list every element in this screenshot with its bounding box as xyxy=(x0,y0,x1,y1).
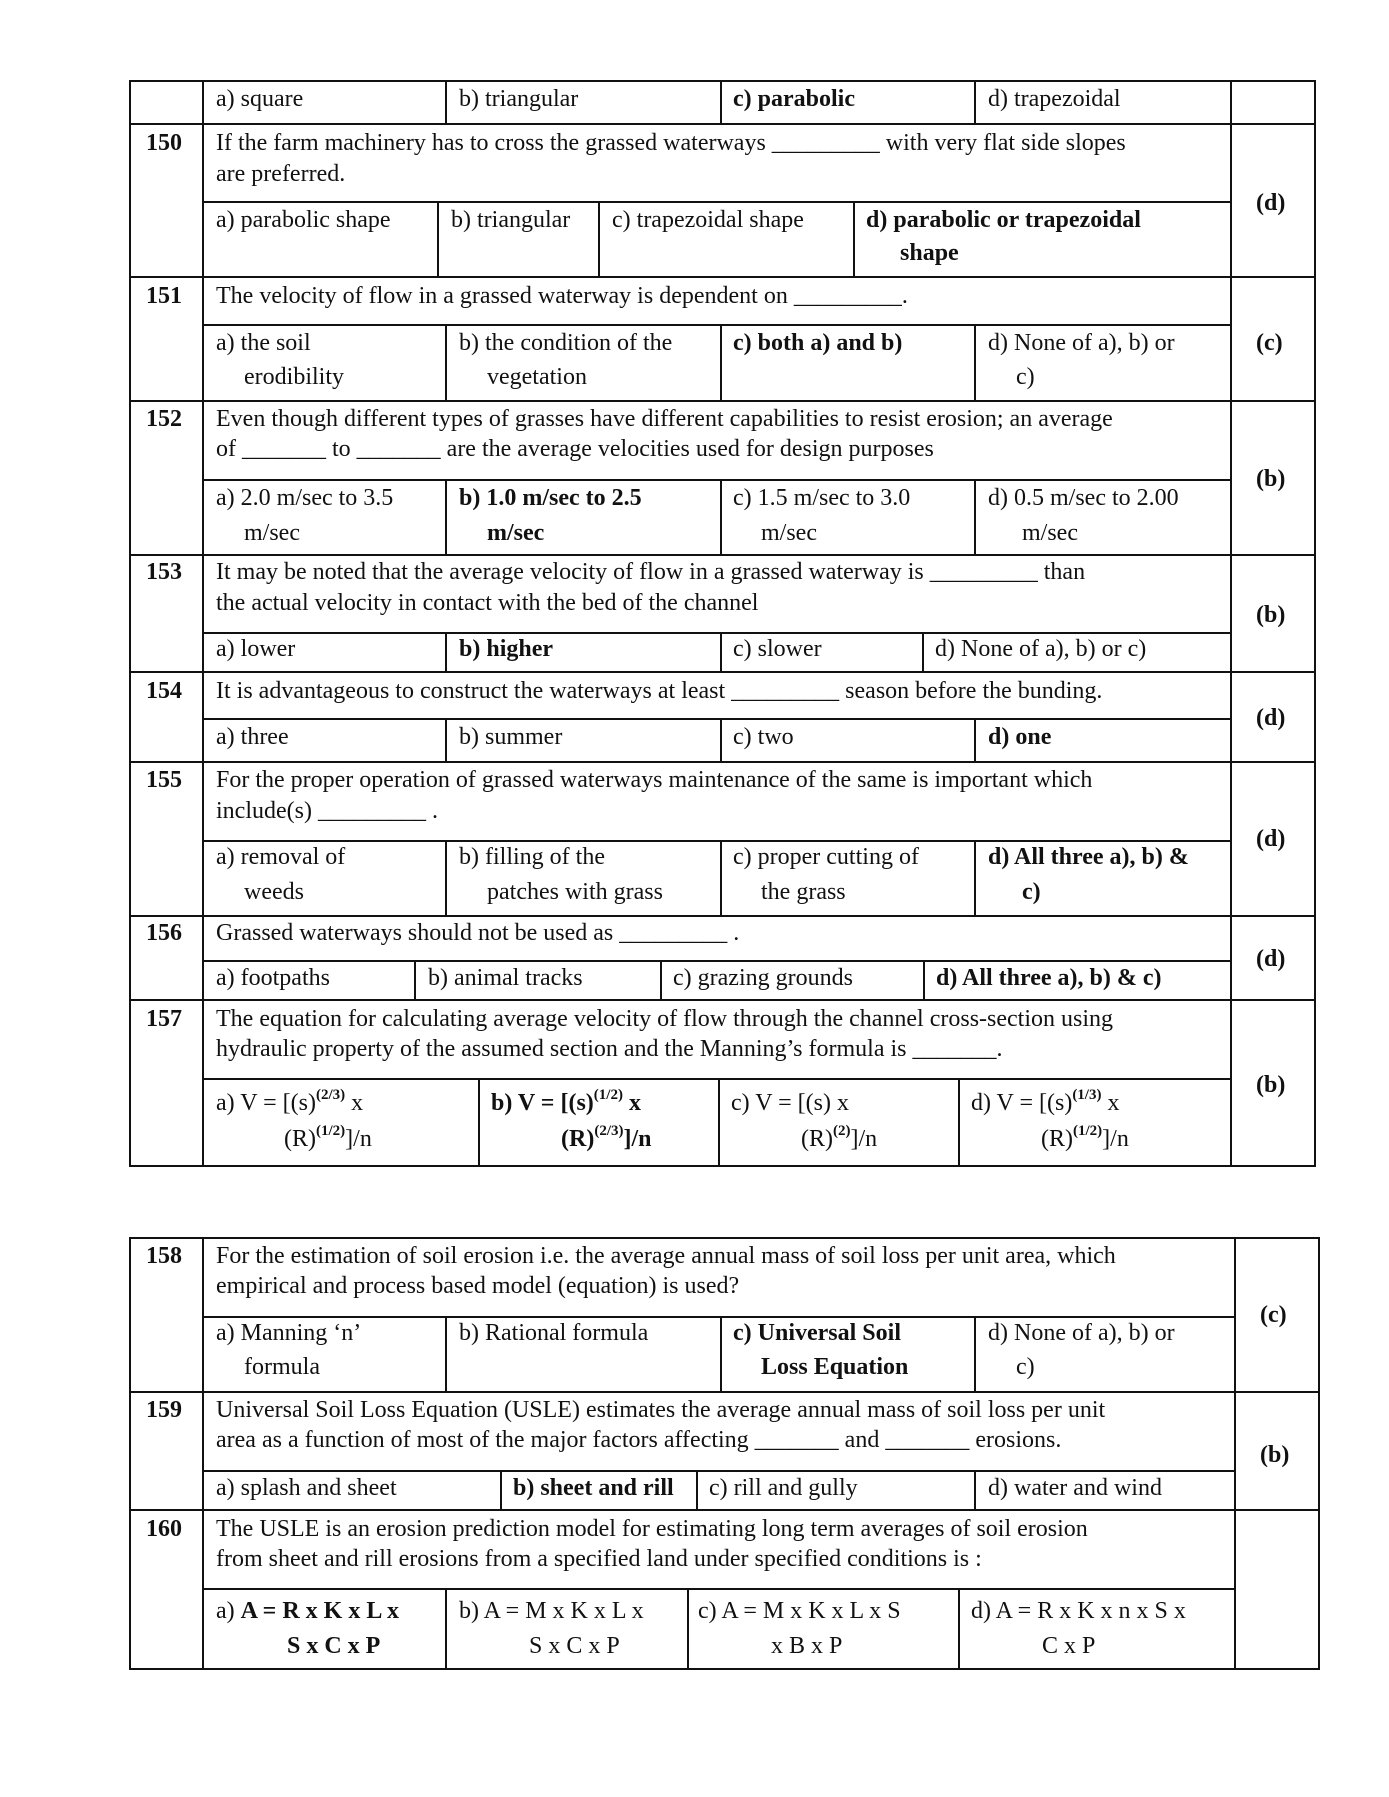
option-a-formula: A = R x K x L x xyxy=(240,1598,400,1624)
option-c xyxy=(801,1124,877,1154)
option-c: x B x P xyxy=(771,1633,843,1659)
option-c xyxy=(731,1088,849,1118)
option-divider xyxy=(720,1316,722,1392)
row-divider xyxy=(129,400,1316,402)
option-b: b) summer xyxy=(459,724,563,750)
question-number: 151 xyxy=(146,283,182,309)
number-column-divider xyxy=(202,80,204,1167)
option-d xyxy=(971,1088,1119,1118)
question-text: It is advantageous to construct the waterways at least _________ season before the bunding. xyxy=(216,678,1103,704)
answer-key: (d) xyxy=(1256,705,1286,731)
question-text: from sheet and rill erosions from a specified land under specified conditions is : xyxy=(216,1546,982,1572)
option-d-correct: d) parabolic or trapezoidal xyxy=(866,207,1141,233)
number-column-divider xyxy=(202,1237,204,1670)
question-number: 160 xyxy=(146,1516,182,1542)
row-divider xyxy=(129,999,1316,1001)
option-d-formula: x xyxy=(1101,1090,1120,1116)
option-d-correct: d) one xyxy=(988,724,1052,750)
option-c-correct: Loss Equation xyxy=(761,1354,909,1380)
option-d: d) None of a), b) or xyxy=(988,1320,1175,1346)
option-divider xyxy=(974,840,976,916)
option-a: m/sec xyxy=(244,520,300,546)
option-divider xyxy=(974,324,976,401)
option-divider xyxy=(445,840,447,916)
question-text: are preferred. xyxy=(216,161,346,187)
row-divider xyxy=(202,324,1231,326)
row-divider xyxy=(202,1078,1231,1080)
option-divider xyxy=(974,80,976,124)
option-b-formula: (R) xyxy=(561,1126,595,1152)
option-divider xyxy=(974,479,976,555)
option-divider xyxy=(687,1588,689,1670)
exponent: (2/3) xyxy=(315,1087,346,1103)
option-a: a) splash and sheet xyxy=(216,1475,397,1501)
option-divider xyxy=(974,1316,976,1392)
option-divider xyxy=(445,632,447,672)
option-d-correct: d) All three a), b) & xyxy=(988,844,1189,870)
option-c: c) grazing grounds xyxy=(673,965,853,991)
row-divider xyxy=(129,1509,1320,1511)
row-divider xyxy=(202,479,1231,481)
option-c-formula: c) V = [(s) x xyxy=(731,1090,849,1116)
option-d: d) 0.5 m/sec to 2.00 xyxy=(988,485,1179,511)
option-d: d) None of a), b) or c) xyxy=(935,636,1147,662)
option-divider xyxy=(974,1470,976,1510)
option-c: m/sec xyxy=(761,520,817,546)
option-d-correct: d) All three a), b) & c) xyxy=(936,965,1162,991)
option-divider xyxy=(414,960,416,1000)
option-divider xyxy=(696,1470,698,1510)
answer-column-divider xyxy=(1234,1237,1236,1670)
question-number: 153 xyxy=(146,559,182,585)
answer-key: (b) xyxy=(1256,466,1286,492)
option-divider xyxy=(660,960,662,1000)
option-a: erodibility xyxy=(244,364,344,390)
row-divider xyxy=(129,915,1316,917)
option-d: d) None of a), b) or xyxy=(988,330,1175,356)
answer-key: (b) xyxy=(1256,1072,1286,1098)
option-b: patches with grass xyxy=(487,879,663,905)
option-a: a) three xyxy=(216,724,289,750)
question-text: It may be noted that the average velocity of flow in a grassed waterway is _________ than xyxy=(216,559,1086,585)
option-d-correct: c) xyxy=(1022,879,1041,905)
option-a-correct: S x C x P xyxy=(287,1633,381,1659)
row-divider xyxy=(202,718,1231,720)
option-a-formula: x xyxy=(345,1090,364,1116)
option-b: b) A = M x K x L x xyxy=(459,1598,644,1624)
option-b-formula: b) V = [(s) xyxy=(491,1090,594,1116)
option-divider xyxy=(720,479,722,555)
row-divider xyxy=(202,960,1231,962)
option-divider xyxy=(445,718,447,762)
option-divider xyxy=(853,201,855,277)
question-text: The USLE is an erosion prediction model for estimating long term averages of soil erosion xyxy=(216,1516,1088,1542)
option-divider xyxy=(445,324,447,401)
answer-key: (d) xyxy=(1256,190,1286,216)
option-a: a) the soil xyxy=(216,330,311,356)
option-divider xyxy=(922,632,924,672)
question-number: 152 xyxy=(146,406,182,432)
answer-key: (c) xyxy=(1256,330,1283,356)
question-text: empirical and process based model (equation) is used? xyxy=(216,1273,740,1299)
option-b: vegetation xyxy=(487,364,587,390)
option-b-correct xyxy=(561,1124,652,1154)
question-text: include(s) _________ . xyxy=(216,798,438,824)
option-a-prefix: a) xyxy=(216,1598,241,1624)
option-divider xyxy=(478,1078,480,1167)
row-divider xyxy=(202,1588,1235,1590)
option-divider xyxy=(974,718,976,762)
option-divider xyxy=(445,80,447,124)
option-d: d) trapezoidal xyxy=(988,86,1121,112)
option-divider xyxy=(437,201,439,277)
option-d: m/sec xyxy=(1022,520,1078,546)
option-b: b) triangular xyxy=(451,207,571,233)
option-divider xyxy=(445,479,447,555)
row-divider xyxy=(129,1391,1320,1393)
question-number: 157 xyxy=(146,1006,182,1032)
question-number: 155 xyxy=(146,767,182,793)
option-a: a) square xyxy=(216,86,304,112)
option-d-formula: d) V = [(s) xyxy=(971,1090,1073,1116)
option-b-formula: x xyxy=(622,1090,641,1116)
exponent: (1/2) xyxy=(316,1123,346,1139)
option-c-correct: c) Universal Soil xyxy=(733,1320,901,1346)
option-divider xyxy=(720,632,722,672)
question-text: of _______ to _______ are the average velocities used for design purposes xyxy=(216,436,934,462)
option-a: a) footpaths xyxy=(216,965,330,991)
option-c-correct: c) both a) and b) xyxy=(733,330,903,356)
answer-key: (d) xyxy=(1256,826,1286,852)
question-number: 159 xyxy=(146,1397,182,1423)
row-divider xyxy=(202,1470,1235,1472)
answer-key: (c) xyxy=(1260,1302,1287,1328)
option-divider xyxy=(720,840,722,916)
option-divider xyxy=(720,80,722,124)
option-divider xyxy=(598,201,600,277)
row-divider xyxy=(202,201,1231,203)
option-d-formula: ]/n xyxy=(1102,1126,1129,1152)
option-divider xyxy=(445,1588,447,1670)
option-a: a) removal of xyxy=(216,844,346,870)
option-a-formula: a) V = [(s) xyxy=(216,1090,316,1116)
option-divider xyxy=(500,1470,502,1510)
option-b-correct: m/sec xyxy=(487,520,545,546)
question-text: For the estimation of soil erosion i.e. the average annual mass of soil loss per unit area, which xyxy=(216,1243,1116,1269)
option-d: c) xyxy=(1016,364,1035,390)
row-divider xyxy=(129,123,1316,125)
option-c: c) slower xyxy=(733,636,822,662)
option-a xyxy=(284,1124,372,1154)
option-b-correct: b) sheet and rill xyxy=(513,1475,674,1501)
exponent: (1/2) xyxy=(1073,1123,1103,1139)
option-d-formula: (R) xyxy=(1041,1126,1073,1152)
option-d: c) xyxy=(1016,1354,1035,1380)
row-divider xyxy=(129,554,1316,556)
option-b-correct: b) 1.0 m/sec to 2.5 xyxy=(459,485,642,511)
question-number: 154 xyxy=(146,678,182,704)
question-text: Even though different types of grasses have different capabilities to resist erosion; an average xyxy=(216,406,1113,432)
option-b-formula: ]/n xyxy=(623,1126,652,1152)
question-text: Universal Soil Loss Equation (USLE) estimates the average annual mass of soil loss per unit xyxy=(216,1397,1106,1423)
option-a: a) 2.0 m/sec to 3.5 xyxy=(216,485,394,511)
option-c: c) two xyxy=(733,724,794,750)
option-b: b) Rational formula xyxy=(459,1320,649,1346)
option-c: c) trapezoidal shape xyxy=(612,207,804,233)
row-divider xyxy=(129,276,1316,278)
row-divider xyxy=(129,761,1316,763)
question-text: If the farm machinery has to cross the grassed waterways _________ with very flat side slopes xyxy=(216,130,1126,156)
option-b: S x C x P xyxy=(529,1633,620,1659)
option-a xyxy=(216,1088,363,1118)
question-text: Grassed waterways should not be used as _________ . xyxy=(216,920,740,946)
question-number: 158 xyxy=(146,1243,182,1269)
option-b-correct xyxy=(491,1088,641,1118)
option-d: C x P xyxy=(1042,1633,1096,1659)
option-divider xyxy=(718,1078,720,1167)
option-d: d) water and wind xyxy=(988,1475,1162,1501)
question-number: 156 xyxy=(146,920,182,946)
question-text: The equation for calculating average velocity of flow through the channel cross-section using xyxy=(216,1006,1114,1032)
option-c-formula: ]/n xyxy=(850,1126,878,1152)
option-a: a) lower xyxy=(216,636,296,662)
question-text: For the proper operation of grassed waterways maintenance of the same is important which xyxy=(216,767,1093,793)
option-divider xyxy=(958,1078,960,1167)
option-divider xyxy=(445,1316,447,1392)
question-text: hydraulic property of the assumed section and the Manning’s formula is _______. xyxy=(216,1036,1003,1062)
option-divider xyxy=(720,324,722,401)
exponent: (2/3) xyxy=(594,1123,624,1139)
question-number: 150 xyxy=(146,130,182,156)
row-divider xyxy=(129,671,1316,673)
question-text: the actual velocity in contact with the bed of the channel xyxy=(216,590,759,616)
option-c: c) 1.5 m/sec to 3.0 xyxy=(733,485,911,511)
option-a: a) Manning ‘n’ xyxy=(216,1320,362,1346)
option-d-correct: shape xyxy=(900,240,959,266)
answer-key: (b) xyxy=(1256,602,1286,628)
answer-key: (d) xyxy=(1256,946,1286,972)
exponent: (2) xyxy=(833,1123,851,1139)
option-a-correct xyxy=(216,1596,399,1626)
option-b: b) filling of the xyxy=(459,844,605,870)
exponent: (1/3) xyxy=(1072,1087,1102,1103)
option-c: c) rill and gully xyxy=(709,1475,858,1501)
option-a: formula xyxy=(244,1354,320,1380)
option-a: weeds xyxy=(244,879,304,905)
option-b: b) the condition of the xyxy=(459,330,673,356)
option-d xyxy=(1041,1124,1129,1154)
option-b: b) animal tracks xyxy=(428,965,583,991)
exponent: (1/2) xyxy=(593,1087,623,1103)
option-c-formula: (R) xyxy=(801,1126,833,1152)
option-b-correct: b) higher xyxy=(459,636,554,662)
option-a: a) parabolic shape xyxy=(216,207,391,233)
option-divider xyxy=(958,1588,960,1670)
option-c: the grass xyxy=(761,879,846,905)
option-c-correct: c) parabolic xyxy=(733,86,855,112)
option-c: c) A = M x K x L x S xyxy=(698,1598,901,1624)
option-c: c) proper cutting of xyxy=(733,844,919,870)
question-text: area as a function of most of the major factors affecting _______ and _______ erosions. xyxy=(216,1427,1062,1453)
question-text: The velocity of flow in a grassed waterway is dependent on _________. xyxy=(216,283,908,309)
option-a-formula: ]/n xyxy=(345,1126,372,1152)
option-a-formula: (R) xyxy=(284,1126,316,1152)
option-b: b) triangular xyxy=(459,86,579,112)
option-divider xyxy=(923,960,925,1000)
answer-key: (b) xyxy=(1260,1442,1290,1468)
option-d: d) A = R x K x n x S x xyxy=(971,1598,1186,1624)
option-divider xyxy=(720,718,722,762)
answer-column-divider xyxy=(1230,80,1232,1167)
